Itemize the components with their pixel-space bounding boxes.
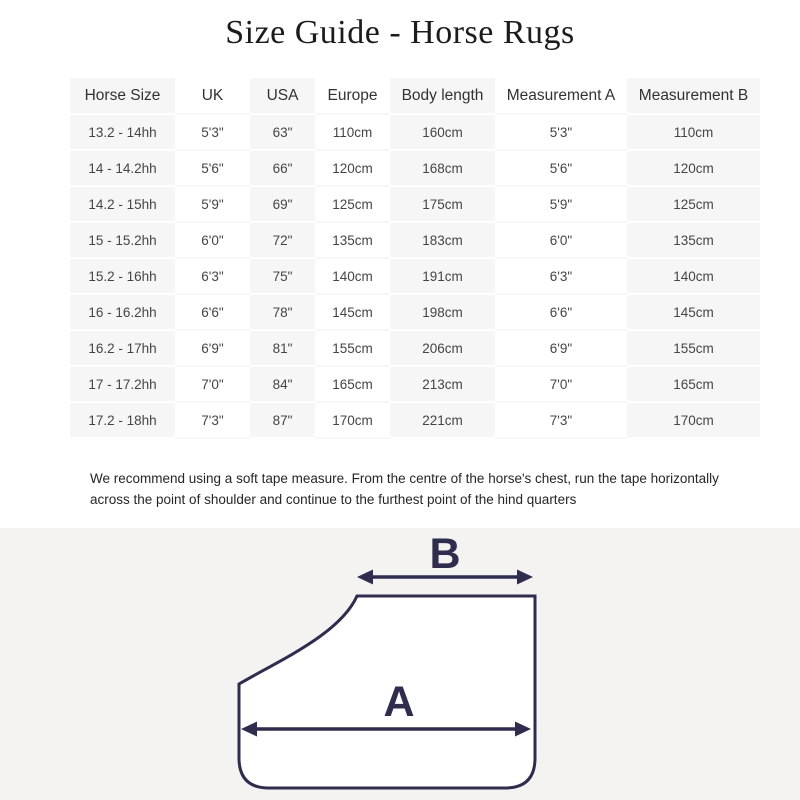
- table-cell: 13.2 - 14hh: [70, 114, 175, 150]
- table-cell: 6'6": [495, 294, 627, 330]
- table-cell: 63": [250, 114, 315, 150]
- header-cell: UK: [175, 78, 250, 114]
- table-cell: 6'9": [175, 330, 250, 366]
- header-cell: USA: [250, 78, 315, 114]
- header-cell: Europe: [315, 78, 390, 114]
- table-cell: 140cm: [627, 258, 760, 294]
- table-cell: 84": [250, 366, 315, 402]
- table-cell: 5'3": [175, 114, 250, 150]
- measurement-a-label: A: [383, 678, 415, 726]
- table-cell: 81": [250, 330, 315, 366]
- table-cell: 6'6": [175, 294, 250, 330]
- table-cell: 221cm: [390, 402, 495, 438]
- table-row: [70, 222, 760, 258]
- table-cell: 140cm: [315, 258, 390, 294]
- header-cell: Measurement B: [627, 78, 760, 114]
- table-cell: 72": [250, 222, 315, 258]
- rug-diagram-svg: [0, 528, 800, 800]
- table-cell: 165cm: [627, 366, 760, 402]
- table-cell: 213cm: [390, 366, 495, 402]
- table-cell: 5'9": [175, 186, 250, 222]
- table-row: [70, 294, 760, 330]
- table-cell: 78": [250, 294, 315, 330]
- table-cell: 75": [250, 258, 315, 294]
- table-row: [70, 330, 760, 366]
- table-cell: 5'6": [495, 150, 627, 186]
- table-cell: 6'3": [175, 258, 250, 294]
- table-cell: 155cm: [315, 330, 390, 366]
- table-cell: 6'9": [495, 330, 627, 366]
- table-cell: 120cm: [627, 150, 760, 186]
- table-cell: 16 - 16.2hh: [70, 294, 175, 330]
- table-cell: 14 - 14.2hh: [70, 150, 175, 186]
- table-cell: 7'3": [495, 402, 627, 438]
- table-cell: 155cm: [627, 330, 760, 366]
- table-cell: 165cm: [315, 366, 390, 402]
- table-cell: 125cm: [315, 186, 390, 222]
- table-cell: 170cm: [627, 402, 760, 438]
- table-cell: 145cm: [315, 294, 390, 330]
- table-cell: 7'0": [495, 366, 627, 402]
- size-guide-table: [70, 78, 760, 439]
- table-row: [70, 402, 760, 438]
- table-row: [70, 114, 760, 150]
- table-cell: 145cm: [627, 294, 760, 330]
- table-cell: 206cm: [390, 330, 495, 366]
- table-cell: 5'3": [495, 114, 627, 150]
- table-cell: 170cm: [315, 402, 390, 438]
- table-cell: 87": [250, 402, 315, 438]
- table-cell: 16.2 - 17hh: [70, 330, 175, 366]
- table-cell: 5'9": [495, 186, 627, 222]
- table-header-row: [70, 78, 760, 114]
- measurement-b-label: B: [429, 530, 461, 578]
- table-cell: 69": [250, 186, 315, 222]
- table-cell: 160cm: [390, 114, 495, 150]
- table-cell: 183cm: [390, 222, 495, 258]
- table-cell: 198cm: [390, 294, 495, 330]
- table-body: [70, 114, 760, 438]
- measuring-instructions-note: We recommend using a soft tape measure. From the centre of the horse's chest, run the tape horizontally across the point of shoulder and continue to the furthest point of the hind quarters: [90, 471, 719, 507]
- page-title: Size Guide - Horse Rugs: [225, 14, 575, 51]
- arrow-left-head: [357, 570, 373, 585]
- table-row: [70, 258, 760, 294]
- table-cell: 135cm: [627, 222, 760, 258]
- table-row: [70, 186, 760, 222]
- table-cell: 7'3": [175, 402, 250, 438]
- header-cell: Horse Size: [70, 78, 175, 114]
- table-row: [70, 366, 760, 402]
- table-cell: 135cm: [315, 222, 390, 258]
- table-cell: 168cm: [390, 150, 495, 186]
- header-cell: Body length: [390, 78, 495, 114]
- table-cell: 15.2 - 16hh: [70, 258, 175, 294]
- arrow-right-head: [517, 570, 533, 585]
- table-cell: 5'6": [175, 150, 250, 186]
- table-cell: 6'0": [495, 222, 627, 258]
- table-cell: 7'0": [175, 366, 250, 402]
- table-cell: 17.2 - 18hh: [70, 402, 175, 438]
- rug-measurement-diagram: [0, 528, 800, 800]
- table-cell: 15 - 15.2hh: [70, 222, 175, 258]
- table-row: [70, 150, 760, 186]
- table-cell: 6'0": [175, 222, 250, 258]
- table-cell: 175cm: [390, 186, 495, 222]
- table-cell: 110cm: [627, 114, 760, 150]
- table-cell: 120cm: [315, 150, 390, 186]
- table-cell: 125cm: [627, 186, 760, 222]
- table-cell: 6'3": [495, 258, 627, 294]
- header-cell: Measurement A: [495, 78, 627, 114]
- table-cell: 66": [250, 150, 315, 186]
- table-cell: 17 - 17.2hh: [70, 366, 175, 402]
- table-cell: 110cm: [315, 114, 390, 150]
- table-cell: 14.2 - 15hh: [70, 186, 175, 222]
- table-cell: 191cm: [390, 258, 495, 294]
